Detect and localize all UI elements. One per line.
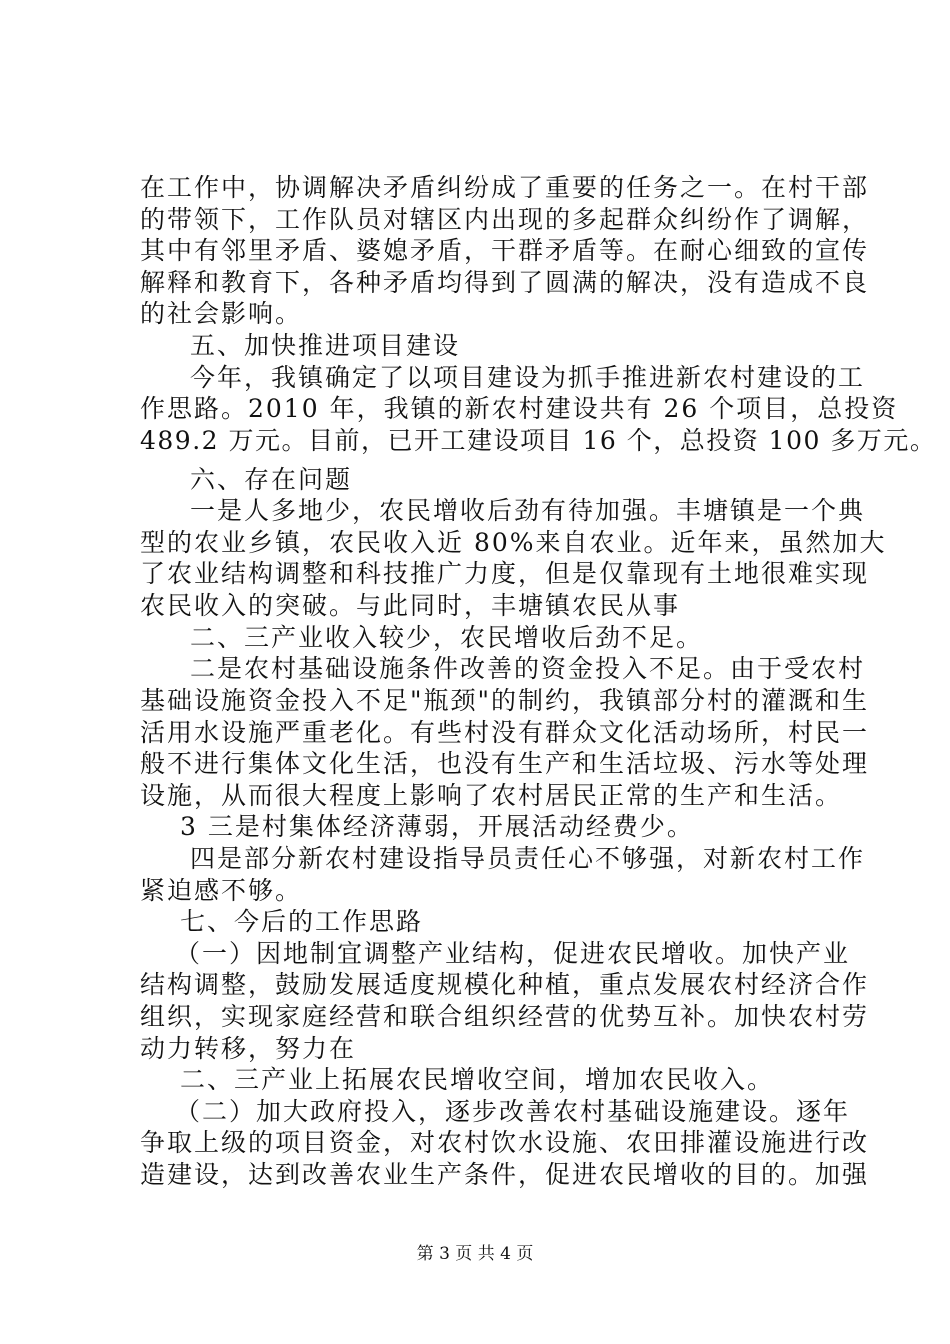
paragraph-line: 二、三产业收入较少，农民增收后劲不足。 bbox=[190, 623, 704, 652]
paragraph-line: 解释和教育下，各种矛盾均得到了圆满的解决，没有造成不良 bbox=[140, 268, 870, 297]
paragraph-line: 其中有邻里矛盾、婆媳矛盾，干群矛盾等。在耐心细致的宣传 bbox=[140, 236, 870, 265]
paragraph-line: （一）因地制宜调整产业结构，促进农民增收。加快产业 bbox=[175, 939, 851, 968]
paragraph-line: 的社会影响。 bbox=[140, 299, 303, 328]
section-heading: 六、存在问题 bbox=[190, 465, 353, 494]
paragraph-line: 结构调整，鼓励发展适度规模化种植，重点发展农村经济合作 bbox=[140, 970, 870, 999]
paragraph-line: 型的农业乡镇，农民收入近 80%来自农业。近年来，虽然加大 bbox=[140, 528, 887, 557]
paragraph-line: 作思路。2010 年，我镇的新农村建设共有 26 个项目，总投资 bbox=[140, 394, 899, 423]
paragraph-line: 四是部分新农村建设指导员责任心不够强，对新农村工作 bbox=[190, 844, 866, 873]
paragraph-line: 动力转移，努力在 bbox=[140, 1034, 357, 1063]
section-heading: 七、今后的工作思路 bbox=[180, 907, 424, 936]
page-number-footer: 第 3 页 共 4 页 bbox=[416, 1244, 534, 1264]
paragraph-line: 二、三产业上拓展农民增收空间，增加农民收入。 bbox=[180, 1065, 775, 1094]
paragraph-line: 般不进行集体文化生活，也没有生产和生活垃圾、污水等处理 bbox=[140, 749, 870, 778]
paragraph-line: （二）加大政府投入，逐步改善农村基础设施建设。逐年 bbox=[175, 1097, 851, 1126]
paragraph-line: 紧迫感不够。 bbox=[140, 876, 303, 905]
paragraph-line: 3 三是村集体经济薄弱，开展活动经费少。 bbox=[180, 812, 694, 841]
paragraph-line: 今年，我镇确定了以项目建设为抓手推进新农村建设的工 bbox=[190, 363, 866, 392]
paragraph-line: 基础设施资金投入不足"瓶颈"的制约，我镇部分村的灌溉和生 bbox=[140, 686, 870, 715]
paragraph-line: 一是人多地少，农民增收后劲有待加强。丰塘镇是一个典 bbox=[190, 496, 866, 525]
paragraph-line: 489.2 万元。目前，已开工建设项目 16 个，总投资 100 多万元。 bbox=[140, 426, 937, 455]
paragraph-line: 活用水设施严重老化。有些村没有群众文化活动场所，村民一 bbox=[140, 718, 870, 747]
paragraph-line: 在工作中，协调解决矛盾纠纷成了重要的任务之一。在村干部 bbox=[140, 173, 870, 202]
paragraph-line: 造建设，达到改善农业生产条件，促进农民增收的目的。加强 bbox=[140, 1160, 870, 1189]
paragraph-line: 组织，实现家庭经营和联合组织经营的优势互补。加快农村劳 bbox=[140, 1002, 870, 1031]
paragraph-line: 农民收入的突破。与此同时，丰塘镇农民从事 bbox=[140, 591, 681, 620]
section-heading: 五、加快推进项目建设 bbox=[190, 331, 461, 360]
paragraph-line: 设施，从而很大程度上影响了农村居民正常的生产和生活。 bbox=[140, 781, 843, 810]
paragraph-line: 争取上级的项目资金，对农村饮水设施、农田排灌设施进行改 bbox=[140, 1128, 870, 1157]
paragraph-line: 了农业结构调整和科技推广力度，但是仅靠现有土地很难实现 bbox=[140, 559, 870, 588]
paragraph-line: 的带领下，工作队员对辖区内出现的多起群众纠纷作了调解， bbox=[140, 205, 870, 234]
paragraph-line: 二是农村基础设施条件改善的资金投入不足。由于受农村 bbox=[190, 654, 866, 683]
